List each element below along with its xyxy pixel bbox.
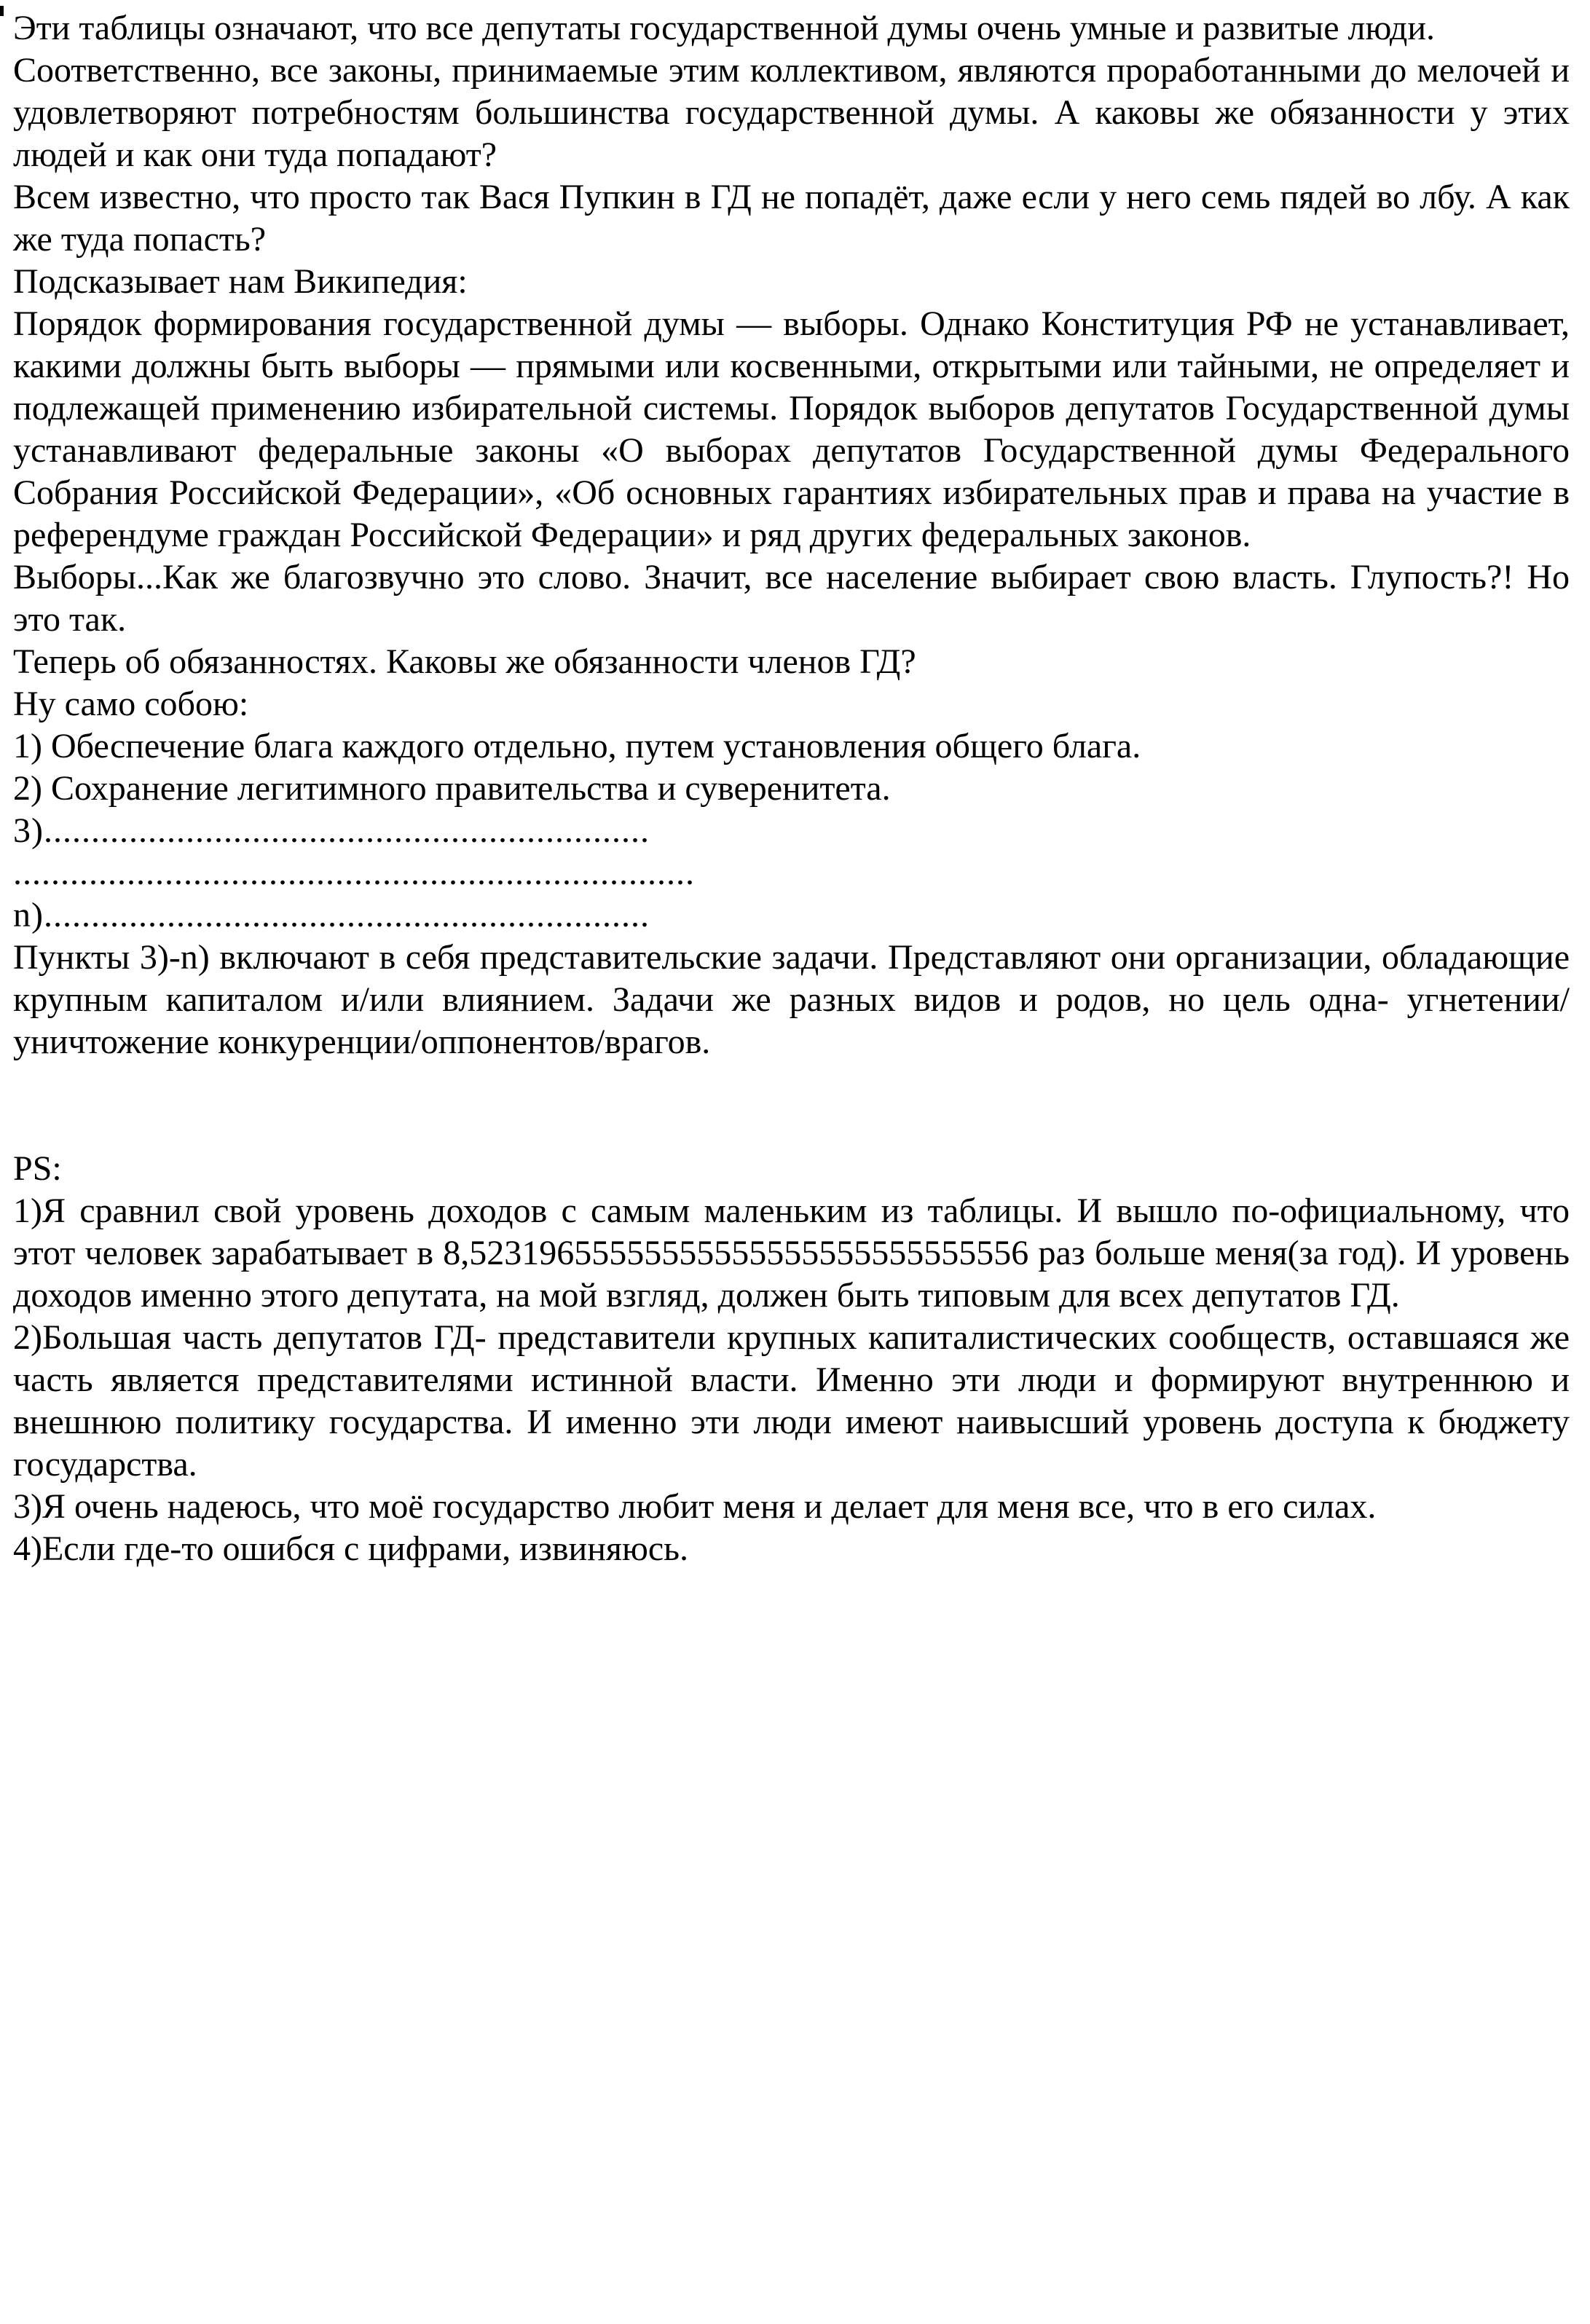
duty-item-n-dots: n)................................................................ xyxy=(13,896,650,934)
paragraph-vasya-pupkin: Всем известно, что просто так Вася Пупкин в ГД не попадёт, даже если у него семь пядей во лбу. А как же туда попасть? xyxy=(13,178,1570,259)
ps-item-4: 4)Если где-то ошибся с цифрами, извиняюсь. xyxy=(13,1529,689,1568)
ps-item-1: 1)Я сравнил свой уровень доходов с самым маленьким из таблицы. И вышло по-официальному, что этот человек зарабатывает в 8,52319655555555555555555555555556 раз больше меня(за год). И уровень доходов именно этого депутата, на мой взгляд, должен быть типовым для всех депутатов ГД. xyxy=(13,1191,1570,1315)
dots-line: ........................................................................ xyxy=(13,854,695,892)
paragraph-elections-remark: Выборы...Как же благозвучно это слово. Значит, все население выбирает свою власть. Глупость?! Но это так. xyxy=(13,558,1570,639)
paragraph-duties-lead: Ну само собою: xyxy=(13,685,249,723)
paragraph-election-order: Порядок формирования государственной думы — выборы. Однако Конституция РФ не устанавливает, какими должны быть выборы — прямыми или косвенными, открытыми или тайными, не определяет и подлежащей применению избирательной системы. Порядок выборов депутатов Государственной думы устанавливают федеральные законы «О выборах депутатов Государственной думы Федерального Собрания Российской Федерации», «Об основных гарантиях избирательных прав и права на участие в референдуме граждан Российской Федерации» и ряд других федеральных законов. xyxy=(13,304,1570,554)
paragraph-items-3-n: Пункты 3)-n) включают в себя представительские задачи. Представляют они организации, обладающие крупным капиталом и/или влиянием. Задачи же разных видов и родов, но цель одна- угнетении/уничтожение конкуренции/оппонентов/врагов. xyxy=(13,938,1570,1061)
ps-label: PS: xyxy=(13,1149,62,1188)
ps-item-3: 3)Я очень надеюсь, что моё государство любит меня и делает для меня все, что в его силах. xyxy=(13,1487,1377,1526)
paragraph-laws: Соответственно, все законы, принимаемые этим коллективом, являются проработанными до мелочей и удовлетворяют потребностям большинства государственной думы. А каковы же обязанности у этих людей и как они туда попадают? xyxy=(13,51,1570,174)
duty-item-3-dots: 3)................................................................ xyxy=(13,811,650,850)
duty-item-2: 2) Сохранение легитимного правительства и суверенитета. xyxy=(13,769,891,808)
paragraph-wikipedia-lead: Подсказывает нам Википедия: xyxy=(13,262,468,301)
paragraph-duties-question: Теперь об обязанностях. Каковы же обязанности членов ГД? xyxy=(13,642,916,681)
duty-item-1: 1) Обеспечение блага каждого отдельно, путем установления общего блага. xyxy=(13,727,1141,765)
document-text xyxy=(13,7,1570,1570)
paragraph-intro: Эти таблицы означают, что все депутаты государственной думы очень умные и развитые люди. xyxy=(13,9,1436,47)
ps-item-2: 2)Большая часть депутатов ГД- представители крупных капиталистических сообществ, оставшаяся же часть является представителями истинной власти. Именно эти люди и формируют внутреннюю и внешнюю политику государства. И именно эти люди имеют наивысший уровень доступа к бюджету государства. xyxy=(13,1318,1570,1484)
left-edge-artifact xyxy=(0,6,4,16)
